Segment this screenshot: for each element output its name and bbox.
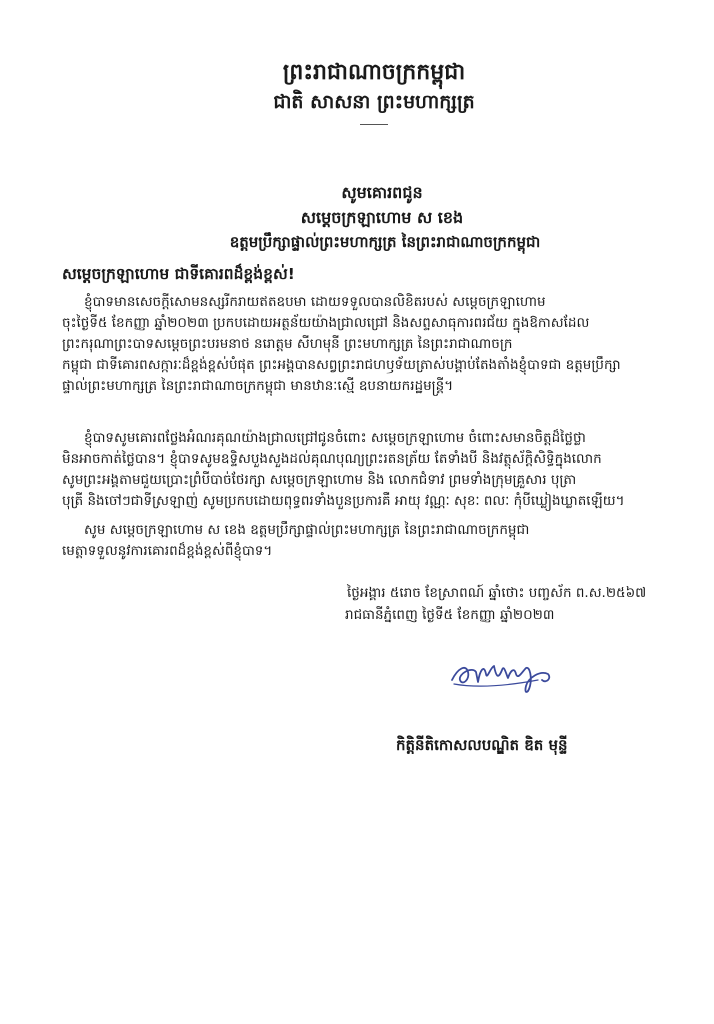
paragraph-line: ខ្ញុំបាទមានសេចក្តីសោមនស្សរីករាយឥតឧបមា ដោយទទួលបានលិខិតរបស់ សម្តេចក្រឡាហោម xyxy=(84,294,546,310)
address-line-title: ឧត្តមប្រឹក្សាផ្ទាល់ព្រះមហាក្សត្រ នៃព្រះរាជាណាចក្រកម្ពុជា xyxy=(229,233,541,251)
address-line-recipient: សម្តេចក្រឡាហោម ស ខេង xyxy=(300,208,464,227)
national-motto: ជាតិ សាសនា ព្រះមហាក្សត្រ xyxy=(273,91,475,113)
address-line-greeting: សូមគោរពជូន xyxy=(341,183,423,202)
paragraph-line: បុត្រី និងចៅៗជាទីស្រឡាញ់ សូមប្រកបដោយពុទ្ធពរទាំងបួនប្រការគឺ អាយុ វណ្ណៈ សុខៈ ពលៈ កុំបីឃ្លៀងឃ្លាតឡើយ។ xyxy=(62,493,625,509)
paragraph-line: ខ្ញុំបាទសូមគោរពថ្លែងអំណរគុណយ៉ាងជ្រាលជ្រៅជូនចំពោះ សម្តេចក្រឡាហោម ចំពោះសមានចិត្តដ៏ថ្លៃថ្លា xyxy=(84,430,586,446)
solar-date: រាជធានីភ្នំពេញ ថ្ងៃទី៥ ខែកញ្ញា ឆ្នាំ២០២៣ xyxy=(345,607,555,623)
date-block xyxy=(345,582,646,626)
paragraph-line: ព្រះករុណាព្រះបាទសម្តេចព្រះបរមនាថ នរោត្តម សីហមុនី ព្រះមហាក្សត្រ នៃព្រះរាជាណាចក្រ xyxy=(62,336,513,352)
signer-name: កិត្តិនីតិកោសលបណ្ឌិត ឌិត មុន្ទី xyxy=(396,736,568,754)
paragraph-line: ផ្ទាល់ព្រះមហាក្សត្រ នៃព្រះរាជាណាចក្រកម្ពុជា មានឋានៈស្មើ ឧបនាយករដ្ឋមន្ត្រី។ xyxy=(62,378,454,394)
lunar-date: ថ្ងៃអង្គារ ៥រោច ខែស្រាពណ៍ ឆ្នាំថោះ បញ្ចស័ក ព.ស.២៥៦៧ xyxy=(347,585,647,601)
paragraph-2 xyxy=(62,428,642,512)
ornament-divider xyxy=(360,124,388,125)
paragraph-line: មិនអាចកាត់ថ្លៃបាន។ ខ្ញុំបាទសូមឧទ្ទិសបួងសួងដល់គុណបុណ្យព្រះរតនត្រ័យ តែទាំងបី និងវត្ថុស័ក្តិសិទ្ធិក្នុងលោក xyxy=(62,451,602,467)
paragraph-line: ចុះថ្ងៃទី៥ ខែកញ្ញា ឆ្នាំ២០២៣ ប្រកបដោយអត្ថន័យយ៉ាងជ្រាលជ្រៅ និងសព្ទសាធុការពរជ័យ ក្នុងឱកាសដែល xyxy=(62,315,590,331)
paragraph-line: មេត្តាទទួលនូវការគោរពដ៏ខ្ពង់ខ្ពស់ពីខ្ញុំបាទ។ xyxy=(62,543,273,559)
signature-icon xyxy=(446,650,556,698)
salutation: សម្តេចក្រឡាហោម ជាទីគោរពដ៏ខ្ពង់ខ្ពស់! xyxy=(62,265,295,283)
paragraph-line: សូមព្រះអង្គតាមជួយប្រោះព្រំបីបាច់ថែរក្សា សម្តេចក្រឡាហោម និង លោកជំទាវ ព្រមទាំងក្រុមគ្រួសារ បុត្រា xyxy=(62,472,577,488)
handwritten-signature xyxy=(446,650,556,698)
paragraph-line: កម្ពុជា ជាទីគោរពសក្ការៈដ៏ខ្ពង់ខ្ពស់បំផុត ព្រះអង្គបានសព្វព្រះរាជហឫទ័យត្រាស់បង្គាប់តែងតាំងខ្ញុំបាទជា ឧត្តមប្រឹក្សា xyxy=(62,357,621,373)
paragraph-1 xyxy=(62,292,642,397)
paragraph-line: សូម សម្តេចក្រឡាហោម ស ខេង ឧត្តមប្រឹក្សាផ្ទាល់ព្រះមហាក្សត្រ នៃព្រះរាជាណាចក្រកម្ពុជា xyxy=(84,522,530,538)
recipient-block xyxy=(0,180,714,255)
kingdom-title: ព្រះរាជាណាចក្រកម្ពុជា xyxy=(282,60,466,85)
paragraph-3 xyxy=(62,520,642,562)
letterhead xyxy=(0,58,714,125)
